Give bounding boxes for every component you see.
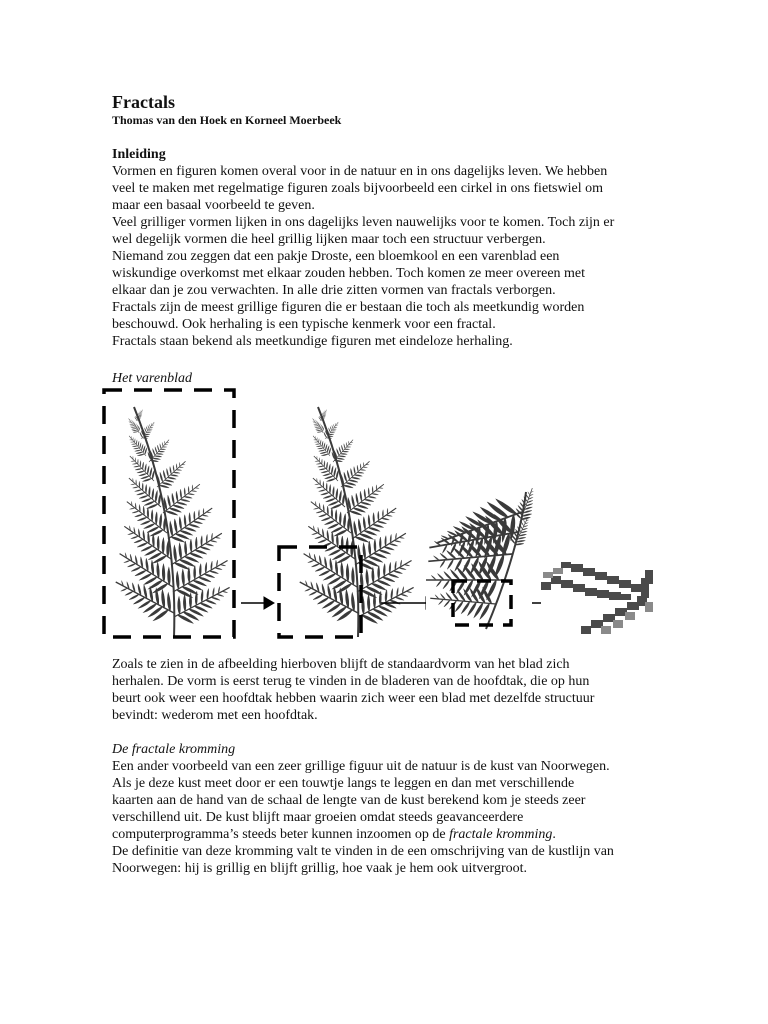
text-line (112, 826, 672, 843)
text-line: Zoals te zien in de afbeelding hierboven blijft de standaardvorm van het blad zich (112, 657, 570, 672)
text-line: Als je deze kust meet door er een touwtje langs te leggen en dan met verschillende (112, 776, 575, 791)
text-line: Veel grilliger vormen lijken in ons dagelijks leven nauwelijks voor te komen. Toch zijn er (112, 215, 615, 230)
text-line: Niemand zou zeggen dat een pakje Droste, een bloemkool en een varenblad een (112, 249, 560, 264)
fern-fractal-figure (96, 385, 666, 645)
fern-leaf-icon (541, 562, 655, 634)
subheading-varenblad: Het varenblad (112, 371, 192, 386)
text-line: bevindt: wederom met een hoofdtak. (112, 708, 318, 723)
text-line: kaarten aan de hand van de schaal de lengte van de kust berekend kom je steeds zeer (112, 793, 586, 808)
emphasis-fractale-kromming: fractale kromming (449, 827, 553, 842)
text-line: verschillend uit. De kust blijft maar groeien omdat steeds geavanceerdere (112, 810, 524, 825)
intro-paragraph (112, 163, 672, 350)
text-line: Een ander voorbeeld van een zeer grillige figuur uit de natuur is de kust van Noorwegen. (112, 759, 610, 774)
text-line: elkaar dan je zou verwachten. In alle drie zitten vormen van fractals verborgen. (112, 283, 556, 298)
text-line: De definitie van deze kromming valt te vinden in de een omschrijving van de kustlijn van (112, 844, 614, 859)
fern-leaf-icon (108, 407, 237, 637)
text-line: wiskundige overkomst met elkaar zouden hebben. Toch komen ze meer overeen met (112, 266, 586, 281)
text-line: Fractals zijn de meest grillige figuren die er bestaan die toch als meetkundig worden (112, 300, 585, 315)
arrow-right-icon (241, 597, 274, 609)
text-line: beschouwd. Ook herhaling is een typische kenmerk voor een fractal. (112, 317, 496, 332)
text-segment: computerprogramma’s steeds beter kunnen inzoomen op de (112, 827, 450, 842)
curve-paragraph (112, 758, 672, 877)
text-line: wel degelijk vormen die heel grillig lijken maar toch een structuur verbergen. (112, 232, 546, 247)
text-line: veel te maken met regelmatige figuren zoals bijvoorbeeld een cirkel in ons fietswiel om (112, 181, 603, 196)
text-line: herhalen. De vorm is eerst terug te vinden in de bladeren van de hoofdtak, die op hun (112, 674, 590, 689)
fern-leaf-icon (426, 485, 541, 629)
text-line: Fractals staan bekend als meetkundige figuren met eindeloze herhaling. (112, 334, 513, 349)
subheading-fractale-kromming: De fractale kromming (112, 742, 236, 757)
section-heading-inleiding: Inleiding (112, 147, 166, 162)
text-line: Noorwegen: hij is grillig en blijft grillig, hoe vaak je hem ook uitvergroot. (112, 861, 527, 876)
document-title: Fractals (112, 92, 175, 112)
text-line: Vormen en figuren komen overal voor in de natuur en in ons dagelijks leven. We hebben (112, 164, 608, 179)
text-line: maar een basaal voorbeeld te geven. (112, 198, 315, 213)
text-segment: . (552, 827, 556, 842)
document-authors: Thomas van den Hoek en Korneel Moerbeek (112, 113, 342, 127)
fern-paragraph (112, 656, 672, 724)
text-line: beurt ook weer een hoofdtak hebben waarin zich weer een blad met dezelfde structuur (112, 691, 595, 706)
